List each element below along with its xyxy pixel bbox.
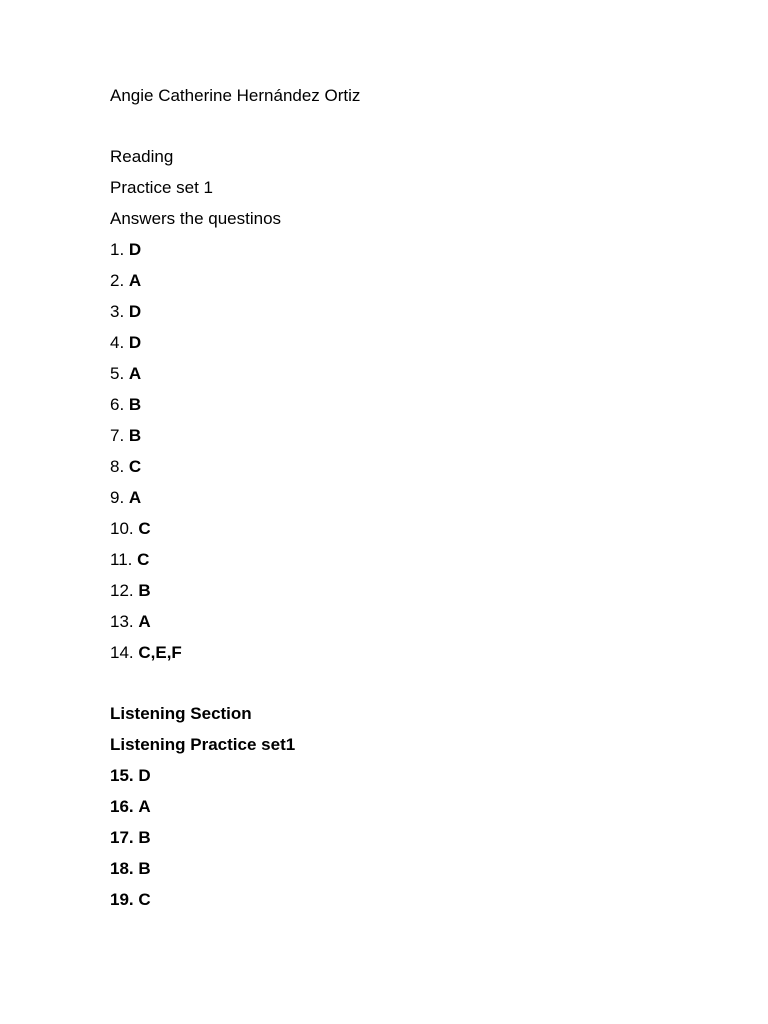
answer-number: 1. [110,240,125,259]
answer-number: 19. [110,890,134,909]
answer-value: A [128,364,142,383]
answer-item [110,610,710,641]
answer-value: C [138,890,151,909]
answer-item [110,331,710,362]
answer-number: 7. [110,426,125,445]
answer-value: C [128,457,142,476]
answer-number: 10. [110,519,134,538]
answer-item [110,238,710,269]
reading-heading: Reading [110,147,174,166]
reading-practice-set: Practice set 1 [110,178,213,197]
answer-value: B [128,395,142,414]
answer-value: A [128,488,142,507]
answer-item [110,362,710,393]
answer-number: 8. [110,457,125,476]
answer-number: 13. [110,612,134,631]
answer-number: 16. [110,797,134,816]
answer-number: 15. [110,766,134,785]
answer-item [110,424,710,455]
answer-item [110,795,710,826]
answer-value: C,E,F [138,643,182,662]
answer-number: 5. [110,364,125,383]
answer-value: D [128,302,142,321]
answer-value: B [138,859,151,878]
answer-number: 3. [110,302,125,321]
answer-item [110,888,710,919]
listening-practice-set: Listening Practice set1 [110,735,296,754]
author-name: Angie Catherine Hernández Ortiz [110,86,361,105]
spacer [110,672,710,702]
spacer [110,115,710,145]
answer-item [110,393,710,424]
answer-item [110,548,710,579]
listening-heading: Listening Section [110,704,252,723]
answer-value: D [128,240,142,259]
answer-number: 11. [110,550,133,569]
answer-number: 18. [110,859,134,878]
answer-value: B [138,828,151,847]
answer-item [110,269,710,300]
answer-value: A [138,612,151,631]
answer-item [110,764,710,795]
document-page [110,84,710,919]
answer-value: A [128,271,142,290]
answer-number: 9. [110,488,125,507]
answer-number: 4. [110,333,125,352]
answer-item [110,455,710,486]
answer-value: D [128,333,142,352]
answer-number: 2. [110,271,125,290]
answer-value: D [138,766,151,785]
reading-instruction: Answers the questinos [110,209,282,228]
answer-number: 17. [110,828,134,847]
answer-value: B [138,581,151,600]
answer-value: B [128,426,142,445]
answer-value: A [138,797,151,816]
answer-item [110,300,710,331]
answer-value: C [138,519,151,538]
answer-number: 14. [110,643,134,662]
answer-number: 6. [110,395,125,414]
answer-number: 12. [110,581,134,600]
answer-item [110,641,710,672]
answer-value: C [137,550,150,569]
answer-item [110,579,710,610]
answer-item [110,486,710,517]
answer-item [110,826,710,857]
answer-item [110,857,710,888]
answer-item [110,517,710,548]
